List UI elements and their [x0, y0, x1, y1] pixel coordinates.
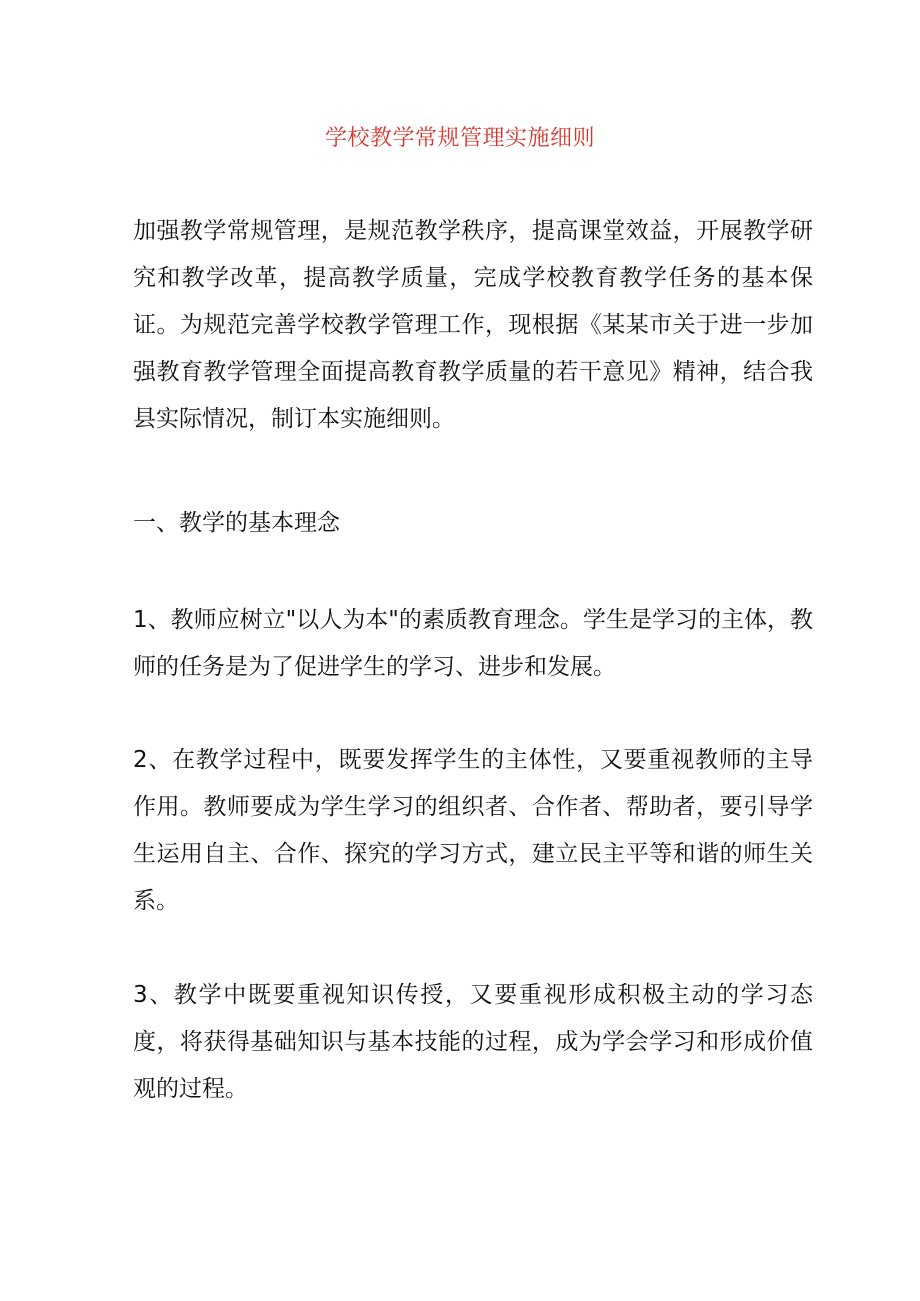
list-item-3: 3、教学中既要重视知识传授，又要重视形成积极主动的学习态度，将获得基础知识与基本技能的过程，成为学会学习和形成价值观的过程。 — [133, 982, 813, 1102]
section-heading-1: 一、教学的基本理念 — [133, 510, 340, 536]
list-item-2: 2、在教学过程中，既要发挥学生的主体性，又要重视教师的主导作用。教师要成为学生学习的组织者、合作者、帮助者，要引导学生运用自主、合作、探究的学习方式，建立民主平等和谐的师生关系。 — [133, 747, 813, 914]
intro-paragraph: 加强教学常规管理，是规范教学秩序，提高课堂效益，开展教学研究和教学改革，提高教学质量，完成学校教育教学任务的基本保证。为规范完善学校教学管理工作，现根据《某某市关于进一步加强教育教学管理全面提高教育教学质量的若干意见》精神，结合我县实际情况，制订本实施细则。 — [133, 218, 813, 432]
list-item-1: 1、教师应树立"以人为本"的素质教育理念。学生是学习的主体，教师的任务是为了促进学生的学习、进步和发展。 — [133, 607, 813, 680]
document-title: 学校教学常规管理实施细则 — [324, 126, 595, 151]
